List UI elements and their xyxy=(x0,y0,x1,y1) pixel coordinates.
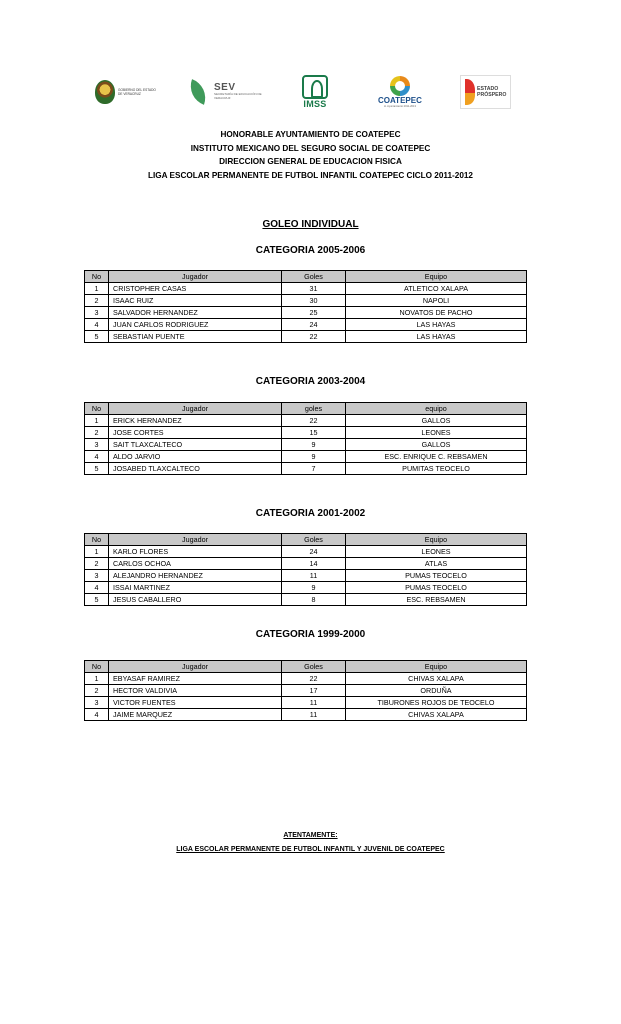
cell-goles: 30 xyxy=(282,295,346,307)
sev-logo xyxy=(186,70,274,114)
cell-goles: 24 xyxy=(282,319,346,331)
cell-jugador: VICTOR FUENTES xyxy=(109,697,282,709)
cell-equipo: ORDUÑA xyxy=(346,685,527,697)
cell-goles: 14 xyxy=(282,558,346,570)
cell-goles: 22 xyxy=(282,673,346,685)
coatepec-logo xyxy=(378,70,422,114)
scorers-table xyxy=(84,660,527,721)
cell-goles: 24 xyxy=(282,546,346,558)
cell-equipo: TIBURONES ROJOS DE TEOCELO xyxy=(346,697,527,709)
table-row xyxy=(85,558,527,570)
table-header-row xyxy=(85,661,527,673)
header-line-1: HONORABLE AYUNTAMIENTO DE COATEPEC xyxy=(220,130,401,139)
header-no: No xyxy=(85,403,109,415)
cell-jugador: ISSAI MARTINEZ xyxy=(109,582,282,594)
table-row xyxy=(85,463,527,475)
veracruz-seal-icon xyxy=(95,80,115,104)
table-row xyxy=(85,594,527,606)
imss-logo-text: IMSS xyxy=(303,99,327,109)
coatepec-logo-text: COATEPEC xyxy=(378,96,422,105)
cell-no: 2 xyxy=(85,685,109,697)
header-goles: Goles xyxy=(282,661,346,673)
cell-no: 2 xyxy=(85,558,109,570)
cell-jugador: HECTOR VALDIVIA xyxy=(109,685,282,697)
table-row xyxy=(85,427,527,439)
cell-jugador: CRISTOPHER CASAS xyxy=(109,283,282,295)
estado-flame-icon xyxy=(465,77,475,107)
cell-no: 1 xyxy=(85,546,109,558)
table-row xyxy=(85,451,527,463)
header-jugador: Jugador xyxy=(109,403,282,415)
cell-equipo: GALLOS xyxy=(346,439,527,451)
header-line-4: LIGA ESCOLAR PERMANENTE DE FUTBOL INFANTIL COATEPEC CICLO 2011-2012 xyxy=(148,170,473,180)
coatepec-logo-tiny: H. Ayuntamiento 2011-2013 xyxy=(383,105,416,108)
cell-goles: 11 xyxy=(282,709,346,721)
cell-goles: 9 xyxy=(282,451,346,463)
cell-jugador: JAIME MARQUEZ xyxy=(109,709,282,721)
sev-leaf-icon xyxy=(186,78,212,106)
cell-jugador: JOSE CORTES xyxy=(109,427,282,439)
sev-logo-text: SECRETARÍA DE EDUCACIÓN DE VERACRUZ xyxy=(214,92,262,100)
cell-equipo: PUMAS TEOCELO xyxy=(346,582,527,594)
header-no: No xyxy=(85,661,109,673)
cell-no: 2 xyxy=(85,427,109,439)
imss-logo xyxy=(302,70,328,114)
cell-goles: 22 xyxy=(282,415,346,427)
cell-no: 3 xyxy=(85,439,109,451)
table-row xyxy=(85,307,527,319)
cell-no: 4 xyxy=(85,319,109,331)
cell-goles: 11 xyxy=(282,697,346,709)
cell-goles: 11 xyxy=(282,570,346,582)
cell-equipo: LEONES xyxy=(346,546,527,558)
gobierno-veracruz-logo xyxy=(95,70,160,114)
category-title: CATEGORIA 2005-2006 xyxy=(255,245,366,256)
estado-logo-line2: PRÓSPERO xyxy=(477,92,507,98)
scorers-table xyxy=(84,533,527,606)
cell-jugador: ALDO JARVIO xyxy=(109,451,282,463)
cell-no: 1 xyxy=(85,283,109,295)
cell-equipo: LEONES xyxy=(346,427,527,439)
header-jugador: Jugador xyxy=(109,534,282,546)
table-row xyxy=(85,295,527,307)
cell-jugador: KARLO FLORES xyxy=(109,546,282,558)
sev-logo-big: SEV xyxy=(214,82,236,94)
signature-line-1: ATENTAMENTE: xyxy=(283,832,338,839)
cell-equipo: NAPOLI xyxy=(346,295,527,307)
cell-no: 3 xyxy=(85,307,109,319)
cell-equipo: ESC. REBSAMEN xyxy=(346,594,527,606)
cell-jugador: JESUS CABALLERO xyxy=(109,594,282,606)
header-line-3: DIRECCION GENERAL DE EDUCACION FISICA xyxy=(219,157,402,166)
cell-no: 5 xyxy=(85,594,109,606)
cell-jugador: SALVADOR HERNANDEZ xyxy=(109,307,282,319)
cell-equipo: ATLETICO XALAPA xyxy=(346,283,527,295)
header-jugador: Jugador xyxy=(109,661,282,673)
cell-no: 1 xyxy=(85,415,109,427)
table-header-row xyxy=(85,271,527,283)
header-jugador: Jugador xyxy=(109,271,282,283)
cell-equipo: CHIVAS XALAPA xyxy=(346,709,527,721)
cell-jugador: SEBASTIAN PUENTE xyxy=(109,331,282,343)
cell-equipo: CHIVAS XALAPA xyxy=(346,673,527,685)
table-row xyxy=(85,570,527,582)
cell-no: 4 xyxy=(85,582,109,594)
cell-equipo: GALLOS xyxy=(346,415,527,427)
table-header-row xyxy=(85,403,527,415)
cell-jugador: ISAAC RUIZ xyxy=(109,295,282,307)
category-title: CATEGORIA 1999-2000 xyxy=(255,629,366,640)
table-row xyxy=(85,319,527,331)
table-row xyxy=(85,439,527,451)
table-row xyxy=(85,331,527,343)
cell-jugador: SAIT TLAXCALTECO xyxy=(109,439,282,451)
estado-prospero-logo xyxy=(460,70,511,114)
cell-goles: 7 xyxy=(282,463,346,475)
table-row xyxy=(85,415,527,427)
header-line-2: INSTITUTO MEXICANO DEL SEGURO SOCIAL DE COATEPEC xyxy=(190,143,431,153)
cell-no: 5 xyxy=(85,331,109,343)
coatepec-ring-icon xyxy=(390,76,410,96)
cell-equipo: ATLAS xyxy=(346,558,527,570)
cell-goles: 15 xyxy=(282,427,346,439)
table-header-row xyxy=(85,534,527,546)
table-row xyxy=(85,697,527,709)
cell-equipo: PUMITAS TEOCELO xyxy=(346,463,527,475)
cell-jugador: EBYASAF RAMIREZ xyxy=(109,673,282,685)
cell-goles: 17 xyxy=(282,685,346,697)
cell-goles: 9 xyxy=(282,582,346,594)
cell-jugador: JUAN CARLOS RODRIGUEZ xyxy=(109,319,282,331)
cell-jugador: CARLOS OCHOA xyxy=(109,558,282,570)
estado-logo-line1: ESTADO xyxy=(477,86,499,92)
cell-jugador: JOSABED TLAXCALTECO xyxy=(109,463,282,475)
header-no: No xyxy=(85,271,109,283)
main-title: GOLEO INDIVIDUAL xyxy=(262,219,359,230)
table-row xyxy=(85,546,527,558)
header-goles: Goles xyxy=(282,534,346,546)
cell-jugador: ERICK HERNANDEZ xyxy=(109,415,282,427)
cell-equipo: LAS HAYAS xyxy=(346,319,527,331)
cell-no: 1 xyxy=(85,673,109,685)
header-equipo: equipo xyxy=(346,403,527,415)
cell-no: 5 xyxy=(85,463,109,475)
category-title: CATEGORIA 2003-2004 xyxy=(255,376,366,387)
table-row xyxy=(85,582,527,594)
cell-goles: 31 xyxy=(282,283,346,295)
cell-goles: 8 xyxy=(282,594,346,606)
cell-no: 3 xyxy=(85,697,109,709)
header-equipo: Equipo xyxy=(346,661,527,673)
scorers-table xyxy=(84,402,527,475)
header-equipo: Equipo xyxy=(346,271,527,283)
signature-line-2: LIGA ESCOLAR PERMANENTE DE FUTBOL INFANTIL Y JUVENIL DE COATEPEC xyxy=(176,846,445,853)
cell-equipo: ESC. ENRIQUE C. REBSAMEN xyxy=(346,451,527,463)
cell-no: 4 xyxy=(85,451,109,463)
cell-equipo: LAS HAYAS xyxy=(346,331,527,343)
cell-no: 2 xyxy=(85,295,109,307)
cell-goles: 25 xyxy=(282,307,346,319)
gobierno-logo-text: GOBIERNO DEL ESTADO DE VERACRUZ xyxy=(118,88,156,96)
logo-row xyxy=(90,70,530,114)
cell-jugador: ALEJANDRO HERNANDEZ xyxy=(109,570,282,582)
cell-goles: 9 xyxy=(282,439,346,451)
header-no: No xyxy=(85,534,109,546)
cell-goles: 22 xyxy=(282,331,346,343)
scorers-table xyxy=(84,270,527,343)
table-row xyxy=(85,709,527,721)
header-goles: Goles xyxy=(282,271,346,283)
header-goles: goles xyxy=(282,403,346,415)
cell-equipo: NOVATOS DE PACHO xyxy=(346,307,527,319)
category-title: CATEGORIA 2001-2002 xyxy=(255,508,366,519)
cell-no: 3 xyxy=(85,570,109,582)
header-equipo: Equipo xyxy=(346,534,527,546)
table-row xyxy=(85,283,527,295)
document-header xyxy=(0,128,621,182)
cell-equipo: PUMAS TEOCELO xyxy=(346,570,527,582)
table-row xyxy=(85,673,527,685)
table-row xyxy=(85,685,527,697)
cell-no: 4 xyxy=(85,709,109,721)
imss-emblem-icon xyxy=(302,75,328,99)
